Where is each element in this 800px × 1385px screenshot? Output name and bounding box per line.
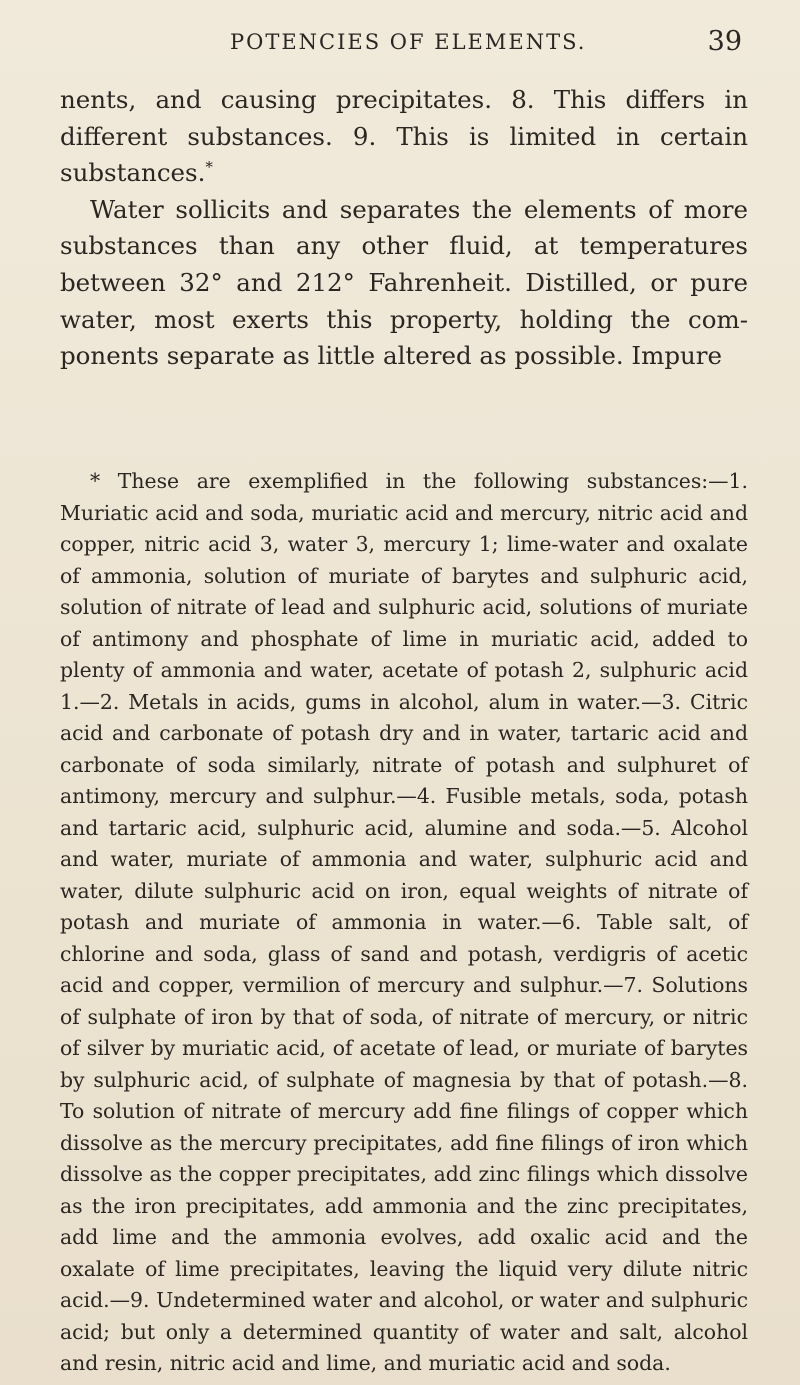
footnote-text: These are exemplified in the following substances:—1. Muriatic acid and soda, muriatic acid and mercury, nitric acid and copper, nitric acid 3, water 3, mercury 1; lime-water and oxalate of ammonia, solution of muriate of barytes and sulphuric acid, solution of nitrate of lead and sulphuric acid, solutions of muriate of antimony and phosphate of lime in muriatic acid, added to plenty of ammonia and water, acetate of potash 2, sulphuric acid 1.—2. Metals in acids, gums in alcohol, alum in water.—3. Citric acid and carbonate of potash dry and in water, tartaric acid and carbonate of soda similarly, nitrate of potash and sulphuret of antimony, mercury and sulphur.—4. Fusible metals, soda, potash and tartaric acid, sulphuric acid, alumine and soda.—5. Alcohol and water, muriate of ammonia and water, sulphuric acid and water, dilute sulphuric acid on iron, equal weights of nitrate of potash and muriate of ammonia in water.—6. Table salt, of chlorine and soda, glass of sand and potash, verdigris of acetic acid and copper, vermilion of mercury and sulphur.—7. Solutions of sulphate of iron by that of soda, of nitrate of mercury, or nitric of silver by muriatic acid, of acetate of lead, or muriate of barytes by sulphuric acid, of sulphate of magnesia by that of potash.—8. To solution of nitrate of mercury add fine filings of copper which dissolve as the mercury precipitates, add fine filings of iron which dissolve as the copper precipitates, add zinc filings which dissolve as the iron precipitates, add ammonia and the zinc precipitates, add lime and the ammonia evolves, add oxalic acid and the oxalate of lime precipitates, leaving the liquid very dilute nitric acid.—9. Undetermined water and alcohol, or water and sulphuric acid; but only a determined quantity of water and salt, alcohol and resin, nitric acid and lime, and muriatic acid and soda. [60, 469, 749, 1375]
footnote-marker: * [90, 469, 101, 493]
footnote [60, 466, 748, 1380]
body-paragraph-continued [60, 82, 748, 192]
page-number: 39 [707, 26, 742, 57]
body-paragraph: Water sollicits and separates the elements of more substances than any other fluid, at temperatures between 32° and 212° Fahrenheit. Distilled, or pure water, most exerts this property, holding the components separate as little altered as possible. Impure [60, 194, 748, 371]
footnote-reference: * [205, 158, 213, 177]
body-text [60, 82, 748, 375]
running-title: POTENCIES OF ELEMENTS. [230, 30, 587, 54]
running-head [0, 26, 800, 70]
footnote-paragraph [60, 466, 748, 1380]
paragraph-1-text: nents, and causing precipitates. 8. This differs in different substances. 9. This is limited in certain substances. [60, 85, 748, 188]
